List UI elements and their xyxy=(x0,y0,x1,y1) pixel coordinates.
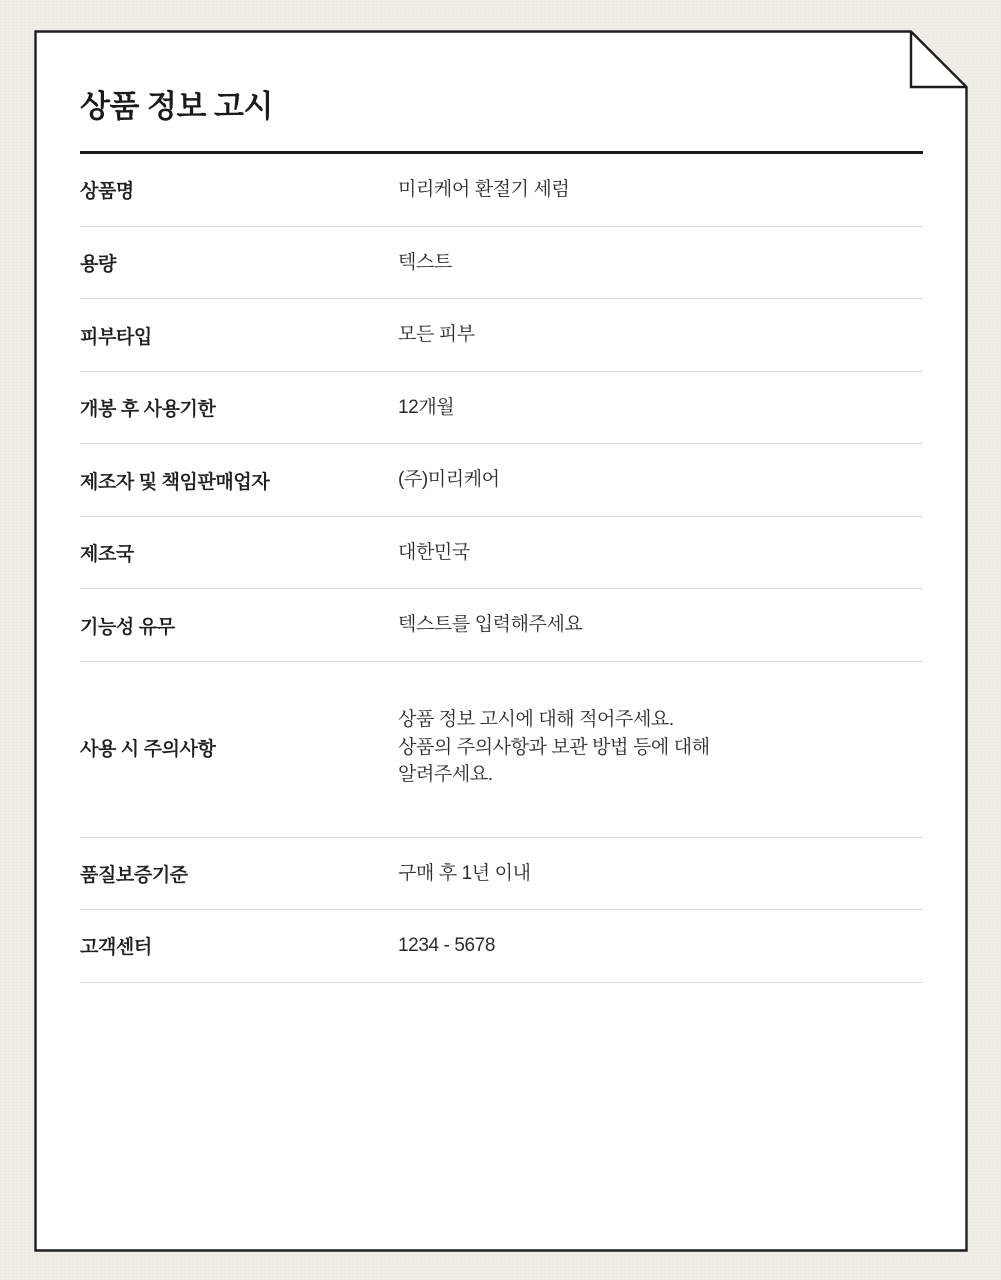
table-row xyxy=(80,154,923,226)
row-value-precautions xyxy=(398,662,923,838)
precautions-line-3: 알려주세요. xyxy=(398,764,493,786)
table-row xyxy=(80,910,923,983)
table-row xyxy=(80,444,923,517)
table-row xyxy=(80,516,923,589)
row-label-functionality: 기능성 유무 xyxy=(80,589,398,662)
row-value-manufacturer: (주)미리케어 xyxy=(398,444,923,517)
table-row xyxy=(80,837,923,910)
product-info-table xyxy=(80,154,923,983)
table-row xyxy=(80,371,923,444)
row-value-expiry-after-opening: 12개월 xyxy=(398,371,923,444)
folded-corner-icon xyxy=(911,30,968,87)
row-label-quality-warranty: 품질보증기준 xyxy=(80,837,398,910)
precautions-line-2: 상품의 주의사항과 보관 방법 등에 대해 xyxy=(398,736,710,758)
table-row xyxy=(80,589,923,662)
row-label-precautions: 사용 시 주의사항 xyxy=(80,662,398,838)
info-card xyxy=(34,30,968,1252)
table-row xyxy=(80,299,923,372)
row-value-functionality: 텍스트를 입력해주세요 xyxy=(398,589,923,662)
row-label-volume: 용량 xyxy=(80,226,398,299)
row-label-manufacturer: 제조자 및 책임판매업자 xyxy=(80,444,398,517)
precautions-line-1: 상품 정보 고시에 대해 적어주세요. xyxy=(398,709,674,731)
row-value-country-of-origin: 대한민국 xyxy=(398,516,923,589)
row-value-quality-warranty: 구매 후 1년 이내 xyxy=(398,837,923,910)
row-label-product-name: 상품명 xyxy=(80,154,398,226)
row-value-customer-center: 1234 - 5678 xyxy=(398,910,923,983)
row-value-skin-type: 모든 피부 xyxy=(398,299,923,372)
row-label-country-of-origin: 제조국 xyxy=(80,516,398,589)
table-row xyxy=(80,226,923,299)
row-label-expiry-after-opening: 개봉 후 사용기한 xyxy=(80,371,398,444)
table-row xyxy=(80,662,923,838)
page-title: 상품 정보 고시 xyxy=(80,89,273,124)
row-label-skin-type: 피부타입 xyxy=(80,299,398,372)
row-label-customer-center: 고객센터 xyxy=(80,910,398,983)
row-value-volume: 텍스트 xyxy=(398,226,923,299)
row-value-product-name: 미리케어 환절기 세럼 xyxy=(398,154,923,226)
